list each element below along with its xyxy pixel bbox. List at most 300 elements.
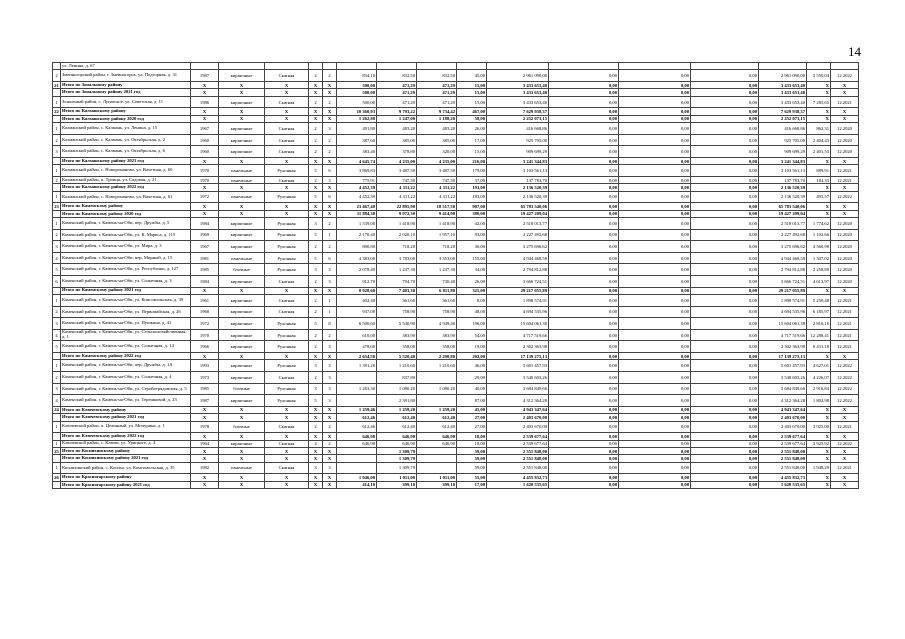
fund-local-cell: 0,00	[691, 295, 759, 307]
table-row	[53, 229, 859, 241]
residents-cell	[457, 63, 487, 70]
residents-cell: 59,00	[457, 462, 487, 474]
fund-owners-cell: 2 136 520,39	[759, 184, 807, 191]
unit-cost-cell: X	[807, 81, 831, 88]
year-built-cell: 1993	[191, 360, 219, 372]
roof-type-cell	[265, 63, 309, 70]
year-built-cell	[191, 63, 219, 70]
fund-federal-cell: 0,00	[549, 218, 619, 230]
total-area-cell: 1 539,00	[337, 218, 377, 230]
roof-type-cell: Рулонная	[265, 318, 309, 330]
year-built-cell: X	[191, 414, 219, 421]
row-name-cell: Каменский район, г. Камень-на-Оби, пер. Дружбы, д. 5	[61, 218, 191, 230]
total-area-cell: 10 360,93	[337, 108, 377, 115]
fund-owners-cell: 4 943 347,64	[759, 406, 807, 413]
living-area-cell: 3 487,50	[377, 165, 417, 177]
row-number-cell: 1	[53, 440, 61, 447]
fund-owners-cell: 2 403 670,00	[759, 414, 807, 421]
entrances-cell: 3	[323, 276, 337, 288]
fund-federal-cell: 0,00	[549, 96, 619, 108]
row-number-cell	[53, 89, 61, 96]
roof-type-cell: Скатная	[265, 134, 309, 146]
unit-cost-cell: 1 948,29	[807, 462, 831, 474]
fund-regional-cell: 0,00	[619, 70, 691, 82]
row-number-cell: 4	[53, 329, 61, 341]
residents-cell: 15,00	[457, 81, 487, 88]
fund-local-cell: 0,00	[691, 406, 759, 413]
table-row	[53, 318, 859, 330]
row-name-cell: Итого по Ключевскому району 2021 год	[61, 414, 191, 421]
total-row	[53, 108, 859, 115]
total-area-cell	[337, 455, 377, 462]
table-row	[53, 421, 859, 433]
total-area-cell: 834,10	[337, 70, 377, 82]
row-number-cell: 5	[53, 264, 61, 276]
table-row	[53, 134, 859, 146]
repair-cost-total-cell: 3 275 696,62	[487, 241, 549, 253]
total-row	[53, 481, 859, 488]
planned-date-cell: X	[831, 455, 859, 462]
fund-regional-cell: 0,00	[619, 352, 691, 359]
unit-cost-cell: 2 404,43	[807, 134, 831, 146]
floors-cell: X	[309, 474, 323, 481]
year-built-cell: X	[191, 115, 219, 122]
floors-cell: X	[309, 81, 323, 88]
repair-cost-total-cell: 2 518 013,77	[487, 218, 549, 230]
fund-federal-cell: 0,00	[549, 210, 619, 217]
row-name-cell: Зональный район, с. Луговское, ул. Советская, д. 11	[61, 96, 191, 108]
repair-cost-total-cell: 416 668,86	[487, 123, 549, 135]
unit-cost-cell: 1 774,62	[807, 218, 831, 230]
year-built-cell: X	[191, 210, 219, 217]
fund-local-cell: 0,00	[691, 176, 759, 183]
row-number-cell: 1	[53, 96, 61, 108]
year-built-cell: 1972	[191, 191, 219, 203]
table-row	[53, 295, 859, 307]
unit-cost-cell: 12 288,41	[807, 329, 831, 341]
fund-regional-cell: 0,00	[619, 447, 691, 454]
row-name-cell: Каменский район, г. Камень-на-Оби, ул. К. Маркса, д. 115	[61, 229, 191, 241]
fund-owners-cell: 2 551 848,00	[759, 447, 807, 454]
fund-owners-cell: 1 620 535,65	[759, 481, 807, 488]
owner-area-cell: 1 418,90	[417, 218, 457, 230]
row-number-cell	[53, 157, 61, 164]
owner-area-cell: 718,20	[417, 241, 457, 253]
owner-area-cell	[417, 371, 457, 383]
row-number-cell: 1	[53, 360, 61, 372]
fund-regional-cell: 0,00	[619, 146, 691, 158]
fund-regional-cell: 0,00	[619, 481, 691, 488]
total-area-cell: 612,46	[337, 414, 377, 421]
owner-area-cell: 1 188,20	[417, 115, 457, 122]
living-area-cell: 1 011,00	[377, 474, 417, 481]
wall-material-cell: кирпичные	[219, 276, 265, 288]
owner-area-cell	[417, 462, 457, 474]
row-name-cell: Итого по Каменскому району 2021 год	[61, 287, 191, 294]
fund-federal-cell: 0,00	[549, 406, 619, 413]
roof-type-cell: Рулонная	[265, 383, 309, 395]
year-built-cell: 1987	[191, 70, 219, 82]
fund-local-cell: 0,00	[691, 229, 759, 241]
owner-area-cell: 399,10	[417, 481, 457, 488]
table-row	[53, 191, 859, 203]
fund-local-cell: 0,00	[691, 134, 759, 146]
unit-cost-cell: X	[807, 157, 831, 164]
total-row	[53, 406, 859, 413]
living-area-cell: 646,90	[377, 440, 417, 447]
residents-cell: 93,00	[457, 229, 487, 241]
row-name-cell: Каменский район, г. Камень-на-Оби, ул. Солнечная, д. 14	[61, 341, 191, 353]
planned-date-cell: X	[831, 481, 859, 488]
owner-area-cell: 9 414,90	[417, 210, 457, 217]
repair-cost-total-cell: 2 252 073,15	[487, 115, 549, 122]
fund-regional-cell: 0,00	[619, 123, 691, 135]
entrances-cell: X	[323, 210, 337, 217]
entrances-cell: 1	[323, 295, 337, 307]
fund-local-cell: 0,00	[691, 371, 759, 383]
year-built-cell: 1964	[191, 440, 219, 447]
wall-material-cell: панельные	[219, 191, 265, 203]
owner-area-cell	[417, 455, 457, 462]
fund-local-cell: 0,00	[691, 157, 759, 164]
residents-cell: 17,00	[457, 481, 487, 488]
total-area-cell	[337, 447, 377, 454]
living-area-cell: 471,29	[377, 96, 417, 108]
roof-type-cell: Рулонная	[265, 191, 309, 203]
fund-federal-cell: 0,00	[549, 241, 619, 253]
fund-local-cell: 0,00	[691, 276, 759, 288]
entrances-cell: X	[323, 184, 337, 191]
unit-cost-cell: 2 916,84	[807, 383, 831, 395]
fund-regional-cell: 0,00	[619, 433, 691, 440]
wall-material-cell: кирпичные	[219, 371, 265, 383]
unit-cost-cell: X	[807, 352, 831, 359]
wall-material-cell: кирпичные	[219, 70, 265, 82]
fund-owners-cell: 3 241 344,83	[759, 157, 807, 164]
residents-cell: 202,00	[457, 352, 487, 359]
entrances-cell: X	[323, 81, 337, 88]
unit-cost-cell: 4 560,98	[807, 241, 831, 253]
living-area-cell: 612,40	[377, 421, 417, 433]
total-area-cell: 2 170,40	[337, 229, 377, 241]
row-number-cell: 6	[53, 276, 61, 288]
table-row	[53, 176, 859, 183]
planned-date-cell: 12.2022	[831, 70, 859, 82]
fund-regional-cell	[619, 63, 691, 70]
roof-type-cell: Рулонная	[265, 165, 309, 177]
living-area-cell: 22 895,90	[377, 203, 417, 210]
fund-owners-cell	[759, 63, 807, 70]
fund-federal-cell: 0,00	[549, 287, 619, 294]
owner-area-cell: 4 311,22	[417, 191, 457, 203]
fund-regional-cell: 0,00	[619, 81, 691, 88]
fund-regional-cell: 0,00	[619, 203, 691, 210]
fund-regional-cell: 0,00	[619, 218, 691, 230]
planned-date-cell: 12.2020	[831, 229, 859, 241]
wall-material-cell: X	[219, 203, 265, 210]
living-area-cell: 2 391,80	[377, 395, 417, 407]
floors-cell: 2	[309, 123, 323, 135]
unit-cost-cell: X	[807, 184, 831, 191]
repair-cost-total-cell: 909 699,29	[487, 146, 549, 158]
planned-date-cell: 12.2020	[831, 123, 859, 135]
floors-cell: X	[309, 287, 323, 294]
entrances-cell: 3	[323, 383, 337, 395]
fund-federal-cell: 0,00	[549, 165, 619, 177]
floors-cell: 3	[309, 218, 323, 230]
living-area-cell: 358,00	[377, 341, 417, 353]
fund-federal-cell: 0,00	[549, 134, 619, 146]
living-area-cell: 1 247,00	[377, 115, 417, 122]
planned-date-cell: X	[831, 447, 859, 454]
row-number-cell: 2	[53, 306, 61, 318]
owner-area-cell	[417, 395, 457, 407]
fund-local-cell: 0,00	[691, 210, 759, 217]
residents-cell: 27,00	[457, 421, 487, 433]
residents-cell: 19,00	[457, 341, 487, 353]
wall-material-cell: панельные	[219, 176, 265, 183]
owner-area-cell: 747,50	[417, 176, 457, 183]
repair-cost-total-cell: 2 539 677,64	[487, 433, 549, 440]
fund-owners-cell: 2 551 848,00	[759, 455, 807, 462]
table-row	[53, 306, 859, 318]
owner-area-cell: 3 487,50	[417, 165, 457, 177]
fund-federal-cell: 0,00	[549, 306, 619, 318]
row-number-cell	[53, 414, 61, 421]
fund-owners-cell: 1 898 574,91	[759, 295, 807, 307]
year-built-cell: 1968	[191, 306, 219, 318]
fund-local-cell: 0,00	[691, 447, 759, 454]
wall-material-cell: кирпичные	[219, 329, 265, 341]
living-area-cell: 361,60	[377, 295, 417, 307]
fund-federal-cell: 0,00	[549, 447, 619, 454]
fund-local-cell: 0,00	[691, 462, 759, 474]
table-row	[53, 341, 859, 353]
owner-area-cell: 612,40	[417, 414, 457, 421]
table-row	[53, 165, 859, 177]
wall-material-cell: X	[219, 455, 265, 462]
planned-date-cell: X	[831, 108, 859, 115]
row-number-cell: 25	[54, 448, 59, 454]
fund-owners-cell: 19 427 209,04	[759, 210, 807, 217]
fund-regional-cell: 0,00	[619, 395, 691, 407]
year-built-cell: X	[191, 474, 219, 481]
floors-cell: 2	[309, 176, 323, 183]
roof-type-cell: X	[265, 481, 309, 488]
wall-material-cell: панельные	[219, 165, 265, 177]
roof-type-cell: Рулонная	[265, 341, 309, 353]
row-name-cell: Итого по Ключевскому району	[61, 406, 191, 413]
residents-cell: 40,00	[457, 383, 487, 395]
row-name-cell: Каменский район, г. Камень-на-Оби, ул. Пушкина, д. 41	[61, 318, 191, 330]
unit-cost-cell: 3 925,00	[807, 421, 831, 433]
row-name-cell: Итого по Калманскому району 2020 год	[61, 115, 191, 122]
year-built-cell: X	[191, 481, 219, 488]
residents-cell: 29,00	[457, 371, 487, 383]
planned-date-cell: 12.2021	[831, 306, 859, 318]
fund-local-cell: 0,00	[691, 96, 759, 108]
roof-type-cell: X	[265, 474, 309, 481]
unit-cost-cell: 862,31	[807, 123, 831, 135]
living-area-cell: 1 418,90	[377, 218, 417, 230]
floors-cell: 2	[309, 329, 323, 341]
repair-cost-total-cell: 3 684 849,66	[487, 383, 549, 395]
fund-regional-cell: 0,00	[619, 229, 691, 241]
fund-regional-cell: 0,00	[619, 287, 691, 294]
fund-local-cell: 0,00	[691, 165, 759, 177]
roof-type-cell: X	[265, 115, 309, 122]
living-area-cell: 1 309,79	[377, 462, 417, 474]
entrances-cell: X	[323, 455, 337, 462]
owner-area-cell: 383,90	[417, 329, 457, 341]
row-number-cell	[53, 63, 61, 70]
residents-cell: 325,00	[457, 287, 487, 294]
floors-cell: 5	[309, 252, 323, 264]
floors-cell: 2	[309, 371, 323, 383]
repair-cost-total-cell: 2 227 492,68	[487, 229, 549, 241]
fund-local-cell: 0,00	[691, 306, 759, 318]
unit-cost-cell: 495,57	[807, 191, 831, 203]
row-name-cell: Итого по Зональному району 2021 год	[61, 89, 191, 96]
living-area-cell: 758,90	[377, 306, 417, 318]
fund-regional-cell: 0,00	[619, 414, 691, 421]
fund-local-cell: 0,00	[691, 108, 759, 115]
planned-date-cell: 12.2020	[831, 146, 859, 158]
floors-cell: 5	[309, 318, 323, 330]
table-row	[53, 96, 859, 108]
entrances-cell: 2	[323, 134, 337, 146]
fund-federal-cell: 0,00	[549, 108, 619, 115]
fund-federal-cell: 0,00	[549, 89, 619, 96]
owner-area-cell	[417, 63, 457, 70]
year-built-cell: X	[191, 184, 219, 191]
fund-owners-cell: 2 551 848,00	[759, 462, 807, 474]
floors-cell: 5	[309, 165, 323, 177]
owner-area-cell: 3 353,00	[417, 252, 457, 264]
fund-owners-cell: 65 783 540,06	[759, 203, 807, 210]
residents-cell: 34,00	[457, 264, 487, 276]
planned-date-cell: 12.2021	[831, 176, 859, 183]
planned-date-cell: 12.2022	[831, 383, 859, 395]
table-row	[53, 264, 859, 276]
row-number-cell: 4	[53, 252, 61, 264]
fund-federal-cell: 0,00	[549, 146, 619, 158]
fund-local-cell: 0,00	[691, 474, 759, 481]
owner-area-cell: 758,90	[417, 306, 457, 318]
wall-material-cell: X	[219, 474, 265, 481]
year-built-cell: X	[191, 433, 219, 440]
roof-type-cell: X	[265, 108, 309, 115]
wall-material-cell: X	[219, 287, 265, 294]
unit-cost-cell: 889,91	[807, 165, 831, 177]
unit-cost-cell: X	[807, 108, 831, 115]
fund-local-cell: 0,00	[691, 414, 759, 421]
wall-material-cell: X	[219, 81, 265, 88]
planned-date-cell: X	[831, 157, 859, 164]
repair-cost-total-cell: 2 551 848,00	[487, 455, 549, 462]
owner-area-cell: 1 957,10	[417, 229, 457, 241]
living-area-cell: 9 972,30	[377, 210, 417, 217]
living-area-cell: 7 403,30	[377, 287, 417, 294]
wall-material-cell: X	[219, 210, 265, 217]
fund-local-cell: 0,00	[691, 264, 759, 276]
total-area-cell: 646,98	[337, 440, 377, 447]
fund-local-cell: 0,00	[691, 218, 759, 230]
planned-date-cell: 12.2020	[831, 264, 859, 276]
roof-type-cell: X	[265, 89, 309, 96]
fund-federal-cell: 0,00	[549, 395, 619, 407]
fund-local-cell: 0,00	[691, 241, 759, 253]
fund-federal-cell: 0,00	[549, 383, 619, 395]
row-name-cell: Калманский район, п. Троицк, ул. Садовая, д. 21	[61, 176, 191, 183]
roof-type-cell: Скатная	[265, 96, 309, 108]
fund-local-cell: 0,00	[691, 433, 759, 440]
repair-cost-total-cell: 2 302 363,98	[487, 341, 549, 353]
fund-local-cell: 0,00	[691, 89, 759, 96]
fund-local-cell: 0,00	[691, 184, 759, 191]
fund-federal-cell: 0,00	[549, 252, 619, 264]
entrances-cell: X	[323, 115, 337, 122]
entrances-cell: 6	[323, 165, 337, 177]
row-name-cell: Каменский район, г. Камень-на-Оби, ул. Солнечная, д. 3	[61, 276, 191, 288]
residents-cell: 196,00	[457, 318, 487, 330]
floors-cell: X	[309, 433, 323, 440]
unit-cost-cell: X	[807, 433, 831, 440]
row-name-cell: Ключевской район, п. Целинный, ул. Мичурина, д. 1	[61, 421, 191, 433]
entrances-cell: 1	[323, 229, 337, 241]
fund-federal-cell: 0,00	[549, 176, 619, 183]
row-name-cell: Итого по Коснихинскому району	[61, 447, 191, 454]
row-name-cell: Итого по Каменскому району 2022 год	[61, 352, 191, 359]
entrances-cell: X	[323, 287, 337, 294]
year-built-cell: X	[191, 81, 219, 88]
unit-cost-cell: 5 250,48	[807, 295, 831, 307]
fund-regional-cell: 0,00	[619, 421, 691, 433]
roof-type-cell: X	[265, 81, 309, 88]
row-number-cell: 2	[53, 176, 61, 183]
fund-local-cell: 0,00	[691, 203, 759, 210]
fund-regional-cell: 0,00	[619, 440, 691, 447]
year-built-cell: X	[191, 287, 219, 294]
entrances-cell: X	[323, 433, 337, 440]
wall-material-cell: панельные	[219, 252, 265, 264]
fund-federal-cell: 0,00	[549, 70, 619, 82]
year-built-cell: 1984	[191, 218, 219, 230]
living-area-cell: 837,80	[377, 371, 417, 383]
fund-local-cell: 0,00	[691, 146, 759, 158]
row-name-cell: Калманский район, с. Новоромановo, ул. Вахетная, д. 60	[61, 165, 191, 177]
fund-owners-cell: 29 217 055,89	[759, 287, 807, 294]
owner-area-cell: 358,00	[417, 341, 457, 353]
roof-type-cell: Скатная	[265, 70, 309, 82]
owner-area-cell: 320,00	[417, 146, 457, 158]
roof-type-cell: X	[265, 433, 309, 440]
row-number-cell: 1	[53, 123, 61, 135]
residents-cell: 59,00	[457, 455, 487, 462]
fund-federal-cell: 0,00	[549, 440, 619, 447]
floors-cell: 3	[309, 360, 323, 372]
fund-owners-cell: 2 403 670,00	[759, 421, 807, 433]
unit-cost-cell: 2 401,53	[807, 146, 831, 158]
living-area-cell: 832,50	[377, 70, 417, 82]
fund-federal-cell: 0,00	[549, 276, 619, 288]
fund-regional-cell: 0,00	[619, 115, 691, 122]
planned-date-cell: X	[831, 406, 859, 413]
table-row	[53, 63, 859, 70]
row-name-cell: ул. Ленина, д. 67	[61, 63, 191, 70]
year-built-cell: X	[191, 406, 219, 413]
unit-cost-cell: X	[807, 115, 831, 122]
